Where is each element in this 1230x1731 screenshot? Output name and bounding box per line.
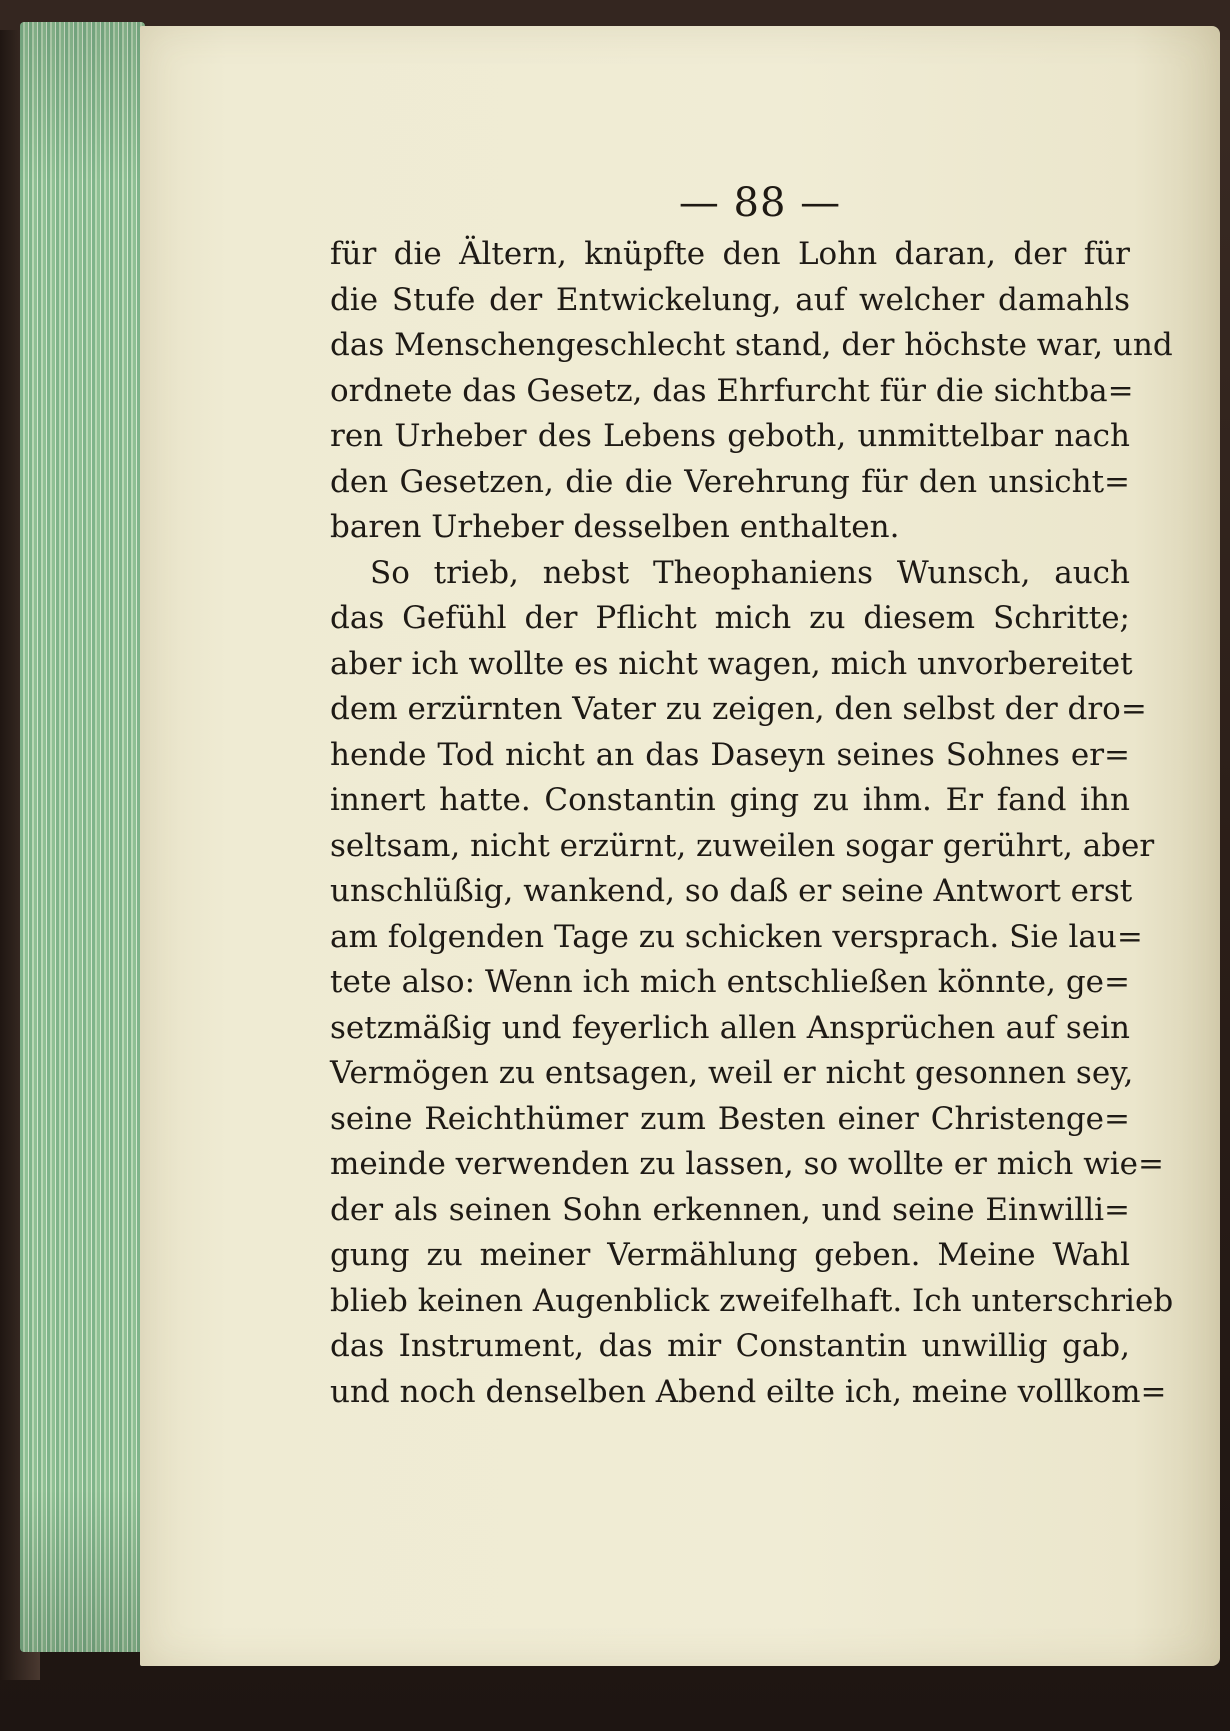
text-line: seine Reichthümer zum Besten einer Christenge= xyxy=(330,1100,1130,1137)
text-line: das Instrument, das mir Constantin unwillig gab, xyxy=(330,1328,1130,1364)
text-line: meinde verwenden zu lassen, so wollte er mich wie= xyxy=(330,1146,1164,1182)
text-line: aber ich wollte es nicht wagen, mich unvorbereitet xyxy=(330,645,1133,682)
text-line: baren Urheber desselben enthalten. xyxy=(330,509,900,545)
text-line: die Stufe der Entwickelung, auf welcher damahls xyxy=(330,281,1130,318)
text-line: blieb keinen Augenblick zweifelhaft. Ich unterschrieb xyxy=(330,1282,1174,1319)
text-line: das Gefühl der Pflicht mich zu diesem Schritte; xyxy=(330,600,1130,636)
text-line: gung zu meiner Vermählung geben. Meine Wahl xyxy=(330,1237,1130,1273)
text-line: den Gesetzen, die die Verehrung für den unsicht= xyxy=(330,463,1130,500)
text-line: für die Ältern, knüpfte den Lohn daran, der für xyxy=(330,236,1130,272)
page-number: — 88 — xyxy=(678,180,842,226)
text-line: dem erzürnten Vater zu zeigen, den selbst der dro= xyxy=(330,691,1147,727)
text-line: ordnete das Gesetz, das Ehrfurcht für die sichtba= xyxy=(330,372,1134,409)
text-line: ren Urheber des Lebens geboth, unmittelbar nach xyxy=(330,418,1130,454)
text-line: So trieb, nebst Theophaniens Wunsch, auch xyxy=(370,554,1130,591)
text-line: das Menschengeschlecht stand, der höchste war, und xyxy=(330,327,1173,363)
body-text xyxy=(330,232,1174,1415)
text-line: am folgenden Tage zu schicken versprach. Sie lau= xyxy=(330,918,1143,955)
text-line: der als seinen Sohn erkennen, und seine Einwilli= xyxy=(330,1191,1130,1228)
text-line: tete also: Wenn ich mich entschließen könnte, ge= xyxy=(330,964,1130,1000)
text-line: innert hatte. Constantin ging zu ihm. Er fand ihn xyxy=(330,782,1130,818)
text-line: seltsam, nicht erzürnt, zuweilen sogar gerührt, aber xyxy=(330,827,1155,864)
page-edges-shade xyxy=(20,22,145,1652)
text-line: hende Tod nicht an das Daseyn seines Sohnes er= xyxy=(330,736,1130,773)
text-line: setzmäßig und feyerlich allen Ansprüchen auf sein xyxy=(330,1009,1130,1046)
text-line: Vermögen zu entsagen, weil er nicht gesonnen sey, xyxy=(330,1055,1134,1091)
text-line: unschlüßig, wankend, so daß er seine Antwort erst xyxy=(330,873,1133,909)
text-line: und noch denselben Abend eilte ich, meine vollkom= xyxy=(330,1373,1167,1410)
